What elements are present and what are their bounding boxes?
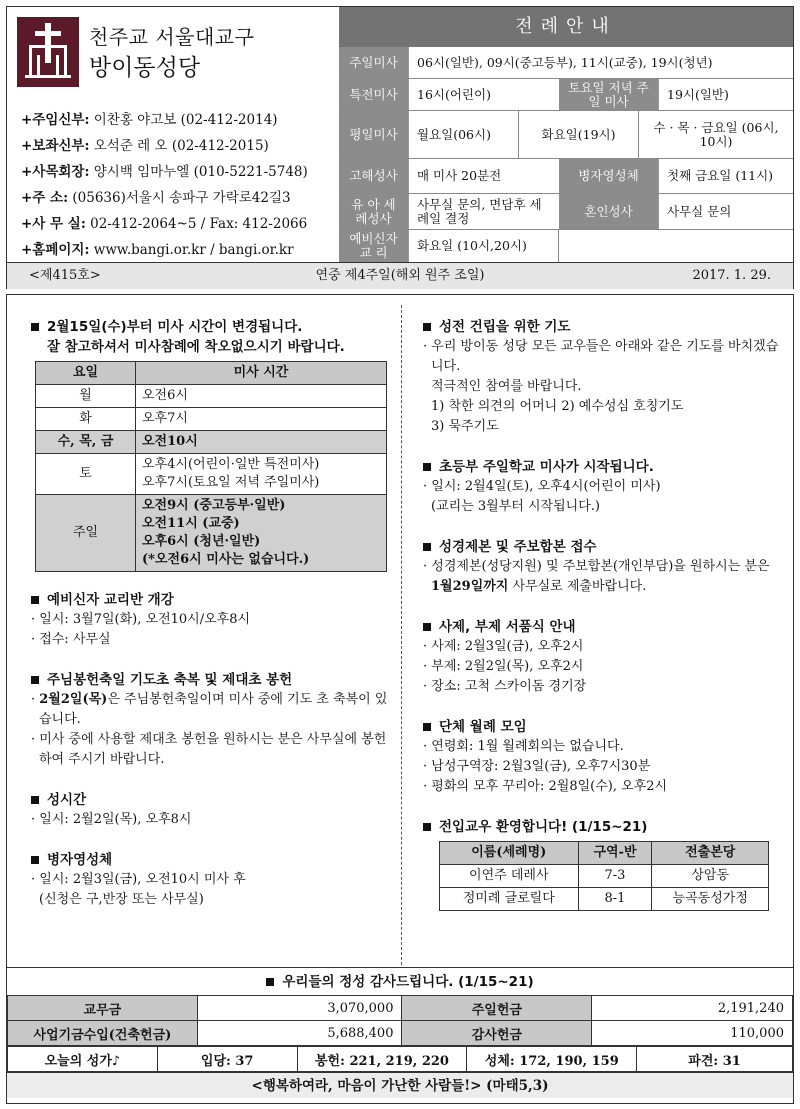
confession-value: 매 미사 20분전 xyxy=(409,159,559,194)
bullet-square-icon xyxy=(31,796,39,804)
table-row: 오늘의 성가♪ 입당: 37 봉헌: 221, 219, 220 성체: 172, 190, 159 파견: 31 xyxy=(8,1047,793,1072)
weekday-mon: 월요일(06시) xyxy=(409,111,519,159)
bulletin-header xyxy=(6,6,794,289)
issue-number: <제415호> xyxy=(29,268,101,283)
bullet-square-icon xyxy=(31,856,39,864)
table-row: 월 오전6시 xyxy=(36,385,387,408)
table-row: 화 오후7시 xyxy=(36,408,387,431)
hymns-table xyxy=(7,1046,793,1072)
offering-table xyxy=(7,995,793,1046)
sat-eve-value: 19시(일반) xyxy=(659,79,793,111)
infant-baptism-label: 유 아 세례성사 xyxy=(339,194,409,230)
table-row: 토 오후4시(어린이·일반 특전미사) 오후7시(토요일 저녁 주일미사) xyxy=(36,454,387,495)
offering-section xyxy=(7,967,793,1098)
contact-office: +사 무 실: 02-412-2064~5 / Fax: 412-2066 xyxy=(21,216,308,232)
contact-council: +사목회장: 양시백 임마누엘 (010-5221-5748) xyxy=(21,164,308,180)
notice-subtitle: 잘 참고하셔서 미사참례에 착오없으시기 바랍니다. xyxy=(47,339,345,355)
candle-blessing-section: 주님봉헌축일 기도초 축복 및 제대초 봉헌 · 2월2일(목)은 주님봉헌축일이며 미사 중에 기도 초 축복이 있습니다. · 미사 중에 사용할 제대초 봉헌을 원하시는 분은 사무실에 봉헌하여 주시기 바랍니다. xyxy=(31,672,388,767)
left-column xyxy=(25,317,395,930)
table-header: 요일 xyxy=(36,362,136,385)
catechumen-class-section: 예비신자 교리반 개강 · 일시: 3월7일(화), 오전10시/오후8시 · 접수: 사무실 xyxy=(31,592,251,647)
table-header: 이름(세례명) xyxy=(440,842,579,865)
bullet-square-icon xyxy=(423,723,431,731)
sick-communion-section: 병자영성체 · 일시: 2월3일(금), 오전10시 미사 후 (신청은 구,반장 또는 사무실) xyxy=(31,852,246,907)
liturgical-sunday: 연중 제4주일(해외 원주 조일) xyxy=(315,268,485,283)
group-meetings-section: 단체 월례 모임 · 연령회: 1월 월례회의는 없습니다. · 남성구역장: 2월3일(금), 오후7시30분 · 평화의 모후 꾸리아: 2월8일(수), 오후2시 xyxy=(423,719,668,794)
holy-hour-section: 성시간 · 일시: 2월2일(목), 오후8시 xyxy=(31,792,192,827)
special-mass-value: 16시(어린이) xyxy=(409,79,559,111)
bullet-square-icon xyxy=(31,323,39,331)
parish-name: 방이동성당 xyxy=(89,55,201,81)
weekday-wed-fri: 수 · 목 · 금요일 (06시, 10시) xyxy=(639,111,793,159)
newcomers-section: 전입교우 환영합니다! (1/15~21) 이름(세례명) 구역-반 전출본당 이연주 데레사 7-3 상암동 정미례 글로릴다 8-1 능곡동성가정 xyxy=(417,817,782,911)
special-mass-label: 특전미사 xyxy=(339,79,409,111)
bible-binding-section: 성경제본 및 주보합본 접수 · 성경제본(성당지원) 및 주보합본(개인부담)을 원하시는 분은 1월29일까지 사무실로 제출바랍니다. xyxy=(423,539,770,594)
liturgy-guide xyxy=(339,7,793,262)
newcomers-table xyxy=(439,841,769,911)
mass-time-table xyxy=(35,361,387,572)
marriage-label: 혼인성사 xyxy=(559,194,659,230)
table-header: 구역-반 xyxy=(578,842,652,865)
weekday-label: 평일미사 xyxy=(339,111,409,159)
liturgy-title: 전례안내 xyxy=(339,7,793,47)
sat-eve-label: 토요일 저녁 주일 미사 xyxy=(559,79,659,111)
diocese-name: 천주교 서울대교구 xyxy=(89,25,255,49)
issue-date: 2017. 1. 29. xyxy=(692,268,771,283)
parish-info xyxy=(7,7,337,262)
offering-title: 우리들의 정성 감사드립니다. (1/15~21) xyxy=(282,974,534,990)
contact-address: +주 소: (05636)서울시 송파구 가락로42길3 xyxy=(21,190,291,206)
right-column xyxy=(417,317,782,931)
table-row: 수, 목, 금 오전10시 xyxy=(36,431,387,454)
contact-assistant: +보좌신부: 오석준 레 오 (02-412-2015) xyxy=(21,138,269,154)
bullet-square-icon xyxy=(423,463,431,471)
contact-homepage: +홈페이지: www.bangi.or.kr / bangi.or.kr xyxy=(21,242,294,258)
mass-change-notice xyxy=(25,317,395,572)
catechumen-value: 화요일 (10시,20시) xyxy=(409,230,559,262)
table-row: 교무금 3,070,000 주일헌금 2,191,240 xyxy=(8,996,793,1021)
sick-communion-label: 병자영성체 xyxy=(559,159,659,194)
table-header: 미사 시간 xyxy=(136,362,387,385)
bullet-square-icon xyxy=(266,978,274,986)
table-header: 전출본당 xyxy=(652,842,769,865)
church-prayer-section: 성전 건립을 위한 기도 · 우리 방이동 성당 모든 교우들은 아래와 같은 기도를 바치겠습니다. 적극적인 참여를 바랍니다. 1) 착한 의견의 어머니 2) 예수성심 호칭기도 3) 묵주기도 xyxy=(423,319,779,434)
sunday-mass-value: 06시(일반), 09시(중고등부), 11시(교중), 19시(청년) xyxy=(409,47,793,79)
sick-communion-value: 첫째 금요일 (11시) xyxy=(659,159,793,194)
marriage-value: 사무실 문의 xyxy=(659,194,793,230)
contact-list xyxy=(21,107,308,263)
ordination-section: 사제, 부제 서품식 안내 · 사제: 2월3일(금), 오후2시 · 부제: 2월2일(목), 오후2시 · 장소: 고척 스카이돔 경기장 xyxy=(423,619,587,694)
sunday-school-section: 초등부 주일학교 미사가 시작됩니다. · 일시: 2월4일(토), 오후4시(어린이 미사) (교리는 3월부터 시작됩니다.) xyxy=(423,459,661,514)
bullet-square-icon xyxy=(423,623,431,631)
weekday-tue: 화요일(19시) xyxy=(519,111,639,159)
weekly-verse: <행복하여라, 마음이 가난한 사람들!> (마태5,3) xyxy=(7,1072,793,1098)
hymns-label: 오늘의 성가♪ xyxy=(8,1047,158,1072)
column-divider xyxy=(401,305,402,965)
catechumen-label: 예비신자 교 리 xyxy=(339,230,409,262)
notice-title: 2월15일(수)부터 미사 시간이 변경됩니다. xyxy=(47,319,303,335)
confession-label: 고해성사 xyxy=(339,159,409,194)
infant-baptism-value: 사무실 문의, 면담후 세례일 결정 xyxy=(409,194,559,230)
parish-logo xyxy=(17,17,79,87)
bullet-square-icon xyxy=(423,323,431,331)
table-row: 사업기금수입(건축헌금) 5,688,400 감사헌금 110,000 xyxy=(8,1021,793,1046)
table-row: 주일 오전9시 (중고등부·일반) 오전11시 (교중) 오후6시 (청년·일반) (*오전6시 미사는 없습니다.) xyxy=(36,495,387,572)
bulletin-body xyxy=(6,294,794,1104)
sunday-mass-label: 주일미사 xyxy=(339,47,409,79)
table-row: 정미례 글로릴다 8-1 능곡동성가정 xyxy=(440,888,769,911)
contact-pastor: +주임신부: 이찬홍 야고보 (02-412-2014) xyxy=(21,112,278,128)
issue-bar xyxy=(7,262,793,289)
bullet-square-icon xyxy=(31,676,39,684)
bullet-square-icon xyxy=(423,823,431,831)
bullet-square-icon xyxy=(423,543,431,551)
bullet-square-icon xyxy=(31,596,39,604)
table-row: 이연주 데레사 7-3 상암동 xyxy=(440,865,769,888)
